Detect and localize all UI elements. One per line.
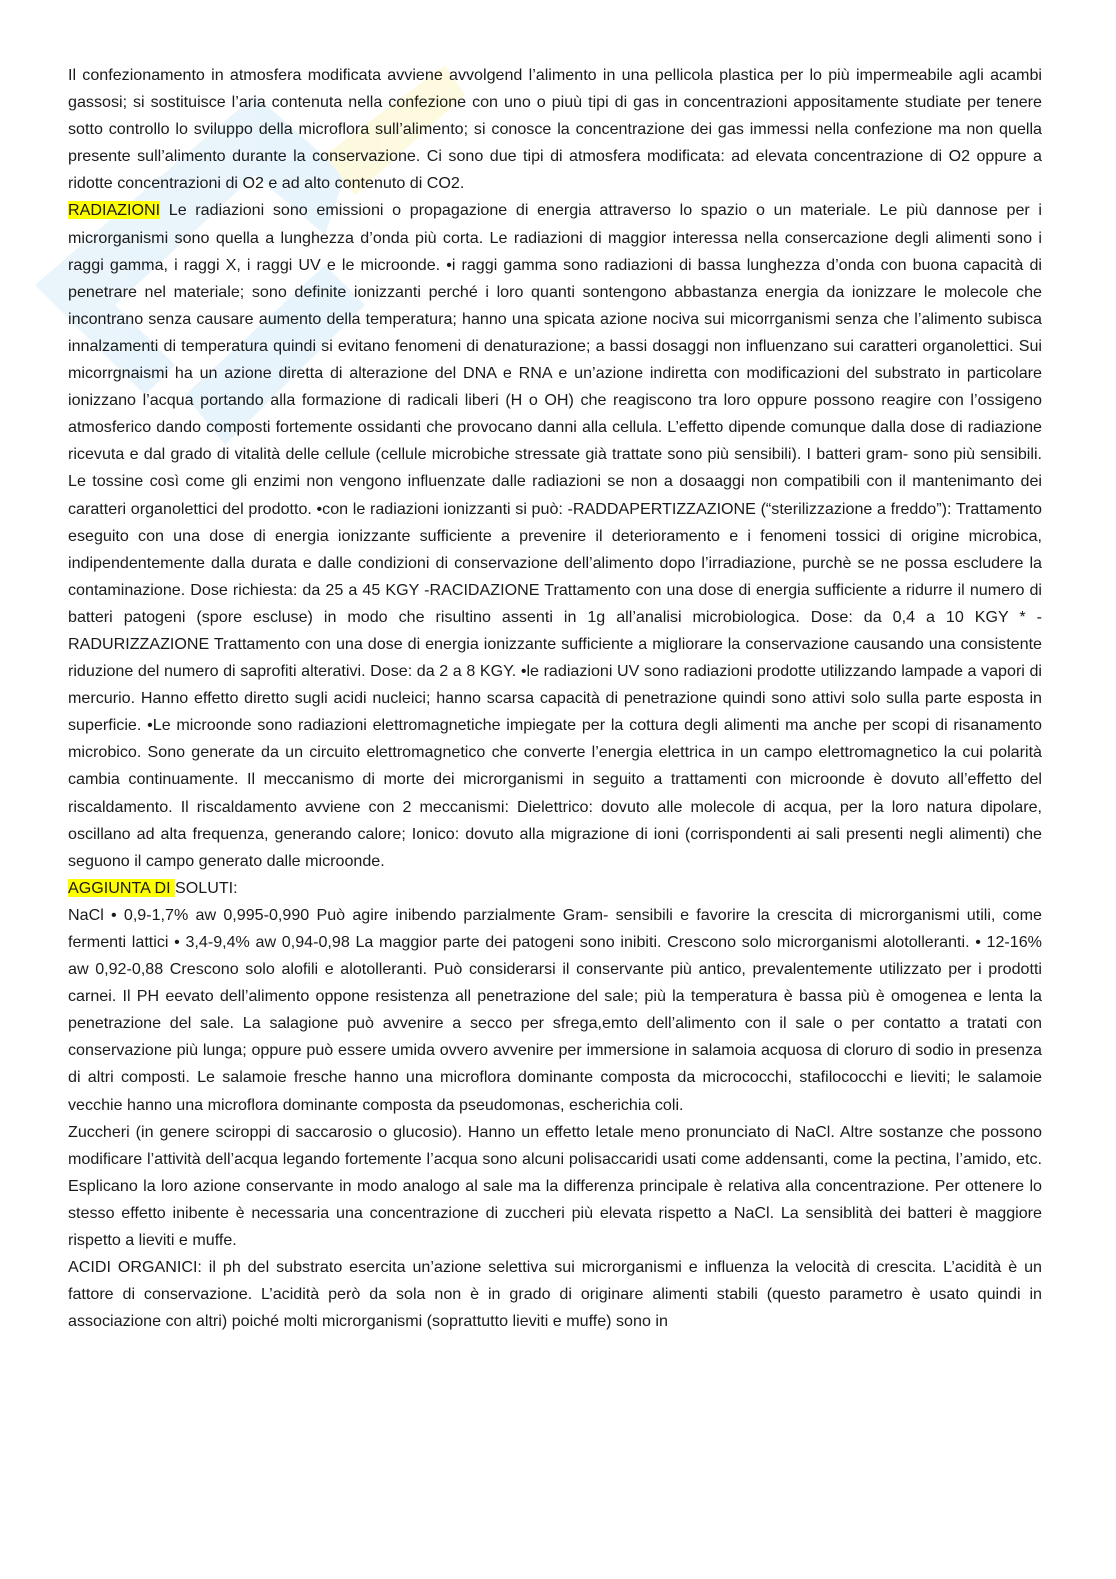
heading-text: SOLUTI:	[175, 878, 238, 897]
paragraph-text: Il confezionamento in atmosfera modificata avviene avvolgend l’alimento in una pellicola plastica per lo più impermeabile agli acambi gassosi; si sostituisce l’aria contenuta nella confezione con uno o piuù tipi di gas in concentrazioni appositamente studiate per tenere sotto controllo lo sviluppo della microflora sull’alimento; si conosce la concentrazione dei gas immessi nella confezione ma non quella presente sull’alimento durante la conservazione. Ci sono due tipi di atmosfera modificata: ad elevata concentrazione di O2 oppure a ridotte concentrazioni di O2 e ad alto contenuto di CO2.	[68, 66, 1042, 193]
paragraph-text: NaCl • 0,9-1,7% aw 0,995-0,990 Può agire inibendo parzialmente Gram- sensibili e favorire la crescita di microrganismi utili, come fermenti lattici • 3,4-9,4% aw 0,94-0,98 La maggior parte dei patogeni sono inibiti. Crescono solo microrganismi alotolleranti. • 12-16% aw 0,92-0,88 Crescono solo alofili e alotolleranti. Può considerarsi il conservante più antico, prevalentemente utilizzato per i prodotti carnei. Il PH eevato dell’alimento oppone resistenza all penetrazione del sale; più la temperatura è bassa più è omogenea e lenta la penetrazione del sale. La salagione può avvenire a secco per sfrega,emto dell’alimento con il sale o per contatto a tratati con conservazione più lunga; oppure può essere umida ovvero avvenire per immersione in salamoia acquosa di cloruro di sodio in presenza di altri composti. Le salamoie fresche hanno una microflora dominante composta da micrococchi, stafilococchi e lieviti; le salamoie vecchie hanno una microflora dominante composta da pseudomonas, escherichia coli.	[68, 905, 1042, 1114]
paragraph-text: Le radiazioni sono emissioni o propagazione di energia attraverso lo spazio o un materiale. Le più dannose per i microrganismi sono quella a lunghezza d’onda più corta. Le radiazioni di maggior interessa nella consercazione degli alimenti sono i raggi gamma, i raggi X, i raggi UV e le microonde. •i raggi gamma sono radiazioni di bassa lunghezza d’onda con buona capacità di penetrare nel materiale; sono definite ionizzanti perché i loro quanti sontengono abbastanza energia da ionizzare le molecole che incontrano senza causare aumento della temperatura; hanno una spicata azione nociva sui micorrganismi senza che l’alimento subisca innalzamenti di temperatura quindi si evitano fenomeni di denaturazione; a bassi dosaggi non influenzano sui caratteri organolettici. Sui micorrgnaismi ha un azione diretta di alterazione del DNA e RNA e un’azione indiretta con modificazioni del substrato in particolare ionizzano l’acqua portando alla formazione di radicali liberi (H o OH) che reagiscono tra loro oppure possono reagire con l’ossigeno atmosferico dando composti fortemente ossidanti che provocano danni alla cellula. L’effetto dipende comunque dalla dose di radiazione ricevuta e dal grado di vitalità delle cellule (cellule microbiche stressate già trattate sono più sensibili). I batteri gram- sono più sensibili. Le tossine così come gli enzimi non vengono influenzate dalle radiazioni se non a dosaaggi non compatibili con il mantenimanto dei caratteri organolettici del prodotto. •con le radiazioni ionizzanti si può: -RADDAPERTIZZAZIONE (“sterilizzazione a freddo”): Trattamento eseguito con una dose di energia ionizzante sufficiente a prevenire il deterioramento e i fenomeni tossici di origine microbica, indipendentemente dalla durata e dalle condizioni di conservazione dell’alimento dopo l’irradiazione, purchè se ne possa escludere la contaminazione. Dose richiesta: da 25 a 45 KGY -RACIDAZIONE Trattamento con una dose di energia sufficiente a ridurre il numero di batteri patogeni (spore escluse) in modo che risultino assenti in 1g all’analisi microbiologica. Dose: da 0,4 a 10 KGY * -RADURIZZAZIONE Trattamento con una dose di energia ionizzante sufficiente a migliorare la conservazione causando una consistente riduzione del numero di saprofiti alterativi. Dose: da 2 a 8 KGY. •le radiazioni UV sono radiazioni prodotte utilizzando lampade a vapori di mercurio. Hanno effetto diretto sugli acidi nucleici; hanno scarsa capacità di penetrazione quindi sono attivi solo sulla parte esposta in superficie. •Le microonde sono radiazioni elettromagnetiche impiegate per la cottura degli alimenti ma anche per scopi di risanamento microbico. Sono generate da un circuito elettromagnetico che converte l’energia elettrica in un campo elettromagnetico la cui polarità cambia continuamente. Il meccanismo di morte dei microrganismi in seguito a trattamenti con microonde è dovuto all’effetto del riscaldamento. Il riscaldamento avviene con 2 meccanismi: Dielettrico: dovuto alle molecole di acqua, per la loro natura dipolare, oscillano ad alta frequenza, generando calore; Ionico: dovuto alla migrazione di ioni (corrispondenti ai sali presenti negli alimenti) che seguono il campo generato dalle microonde.	[68, 201, 1042, 870]
paragraph-text: ACIDI ORGANICI: il ph del substrato esercita un’azione selettiva sui microrganismi e influenza la velocità di crescita. L’acidità è un fattore di conservazione. L’acidità però da sola non è in grado di originare alimenti stabili (questo parametro è usato quindi in associazione con altri) poiché molti microrganismi (soprattutto lieviti e muffe) sono in	[68, 1258, 1042, 1331]
paragraph-atmosfera-modificata	[68, 62, 1042, 197]
heading-aggiunta-soluti	[68, 875, 1042, 902]
paragraph-radiazioni	[68, 197, 1042, 874]
highlight-aggiunta-di: AGGIUNTA DI	[68, 878, 176, 897]
paragraph-zuccheri	[68, 1119, 1042, 1254]
highlight-radiazioni: RADIAZIONI	[68, 201, 161, 220]
paragraph-text: Zuccheri (in genere sciroppi di saccarosio o glucosio). Hanno un effetto letale meno pronunciato di NaCl. Altre sostanze che possono modificare l’attività dell’acqua legando fortemente l’acqua sono alcuni polisaccaridi usati come addensanti, come la pectina, l’amido, etc. Esplicano la loro azione conservante in modo analogo al sale ma la differenza principale è relativa alla concentrazione. Per ottenere lo stesso effetto inibente è necessaria una concentrazione di zuccheri più elevata rispetto a NaCl. La sensiblità dei batteri è maggiore rispetto a lieviti e muffe.	[68, 1122, 1042, 1250]
paragraph-acidi-organici	[68, 1254, 1042, 1335]
paragraph-nacl	[68, 902, 1042, 1119]
document-page	[68, 62, 1042, 1335]
